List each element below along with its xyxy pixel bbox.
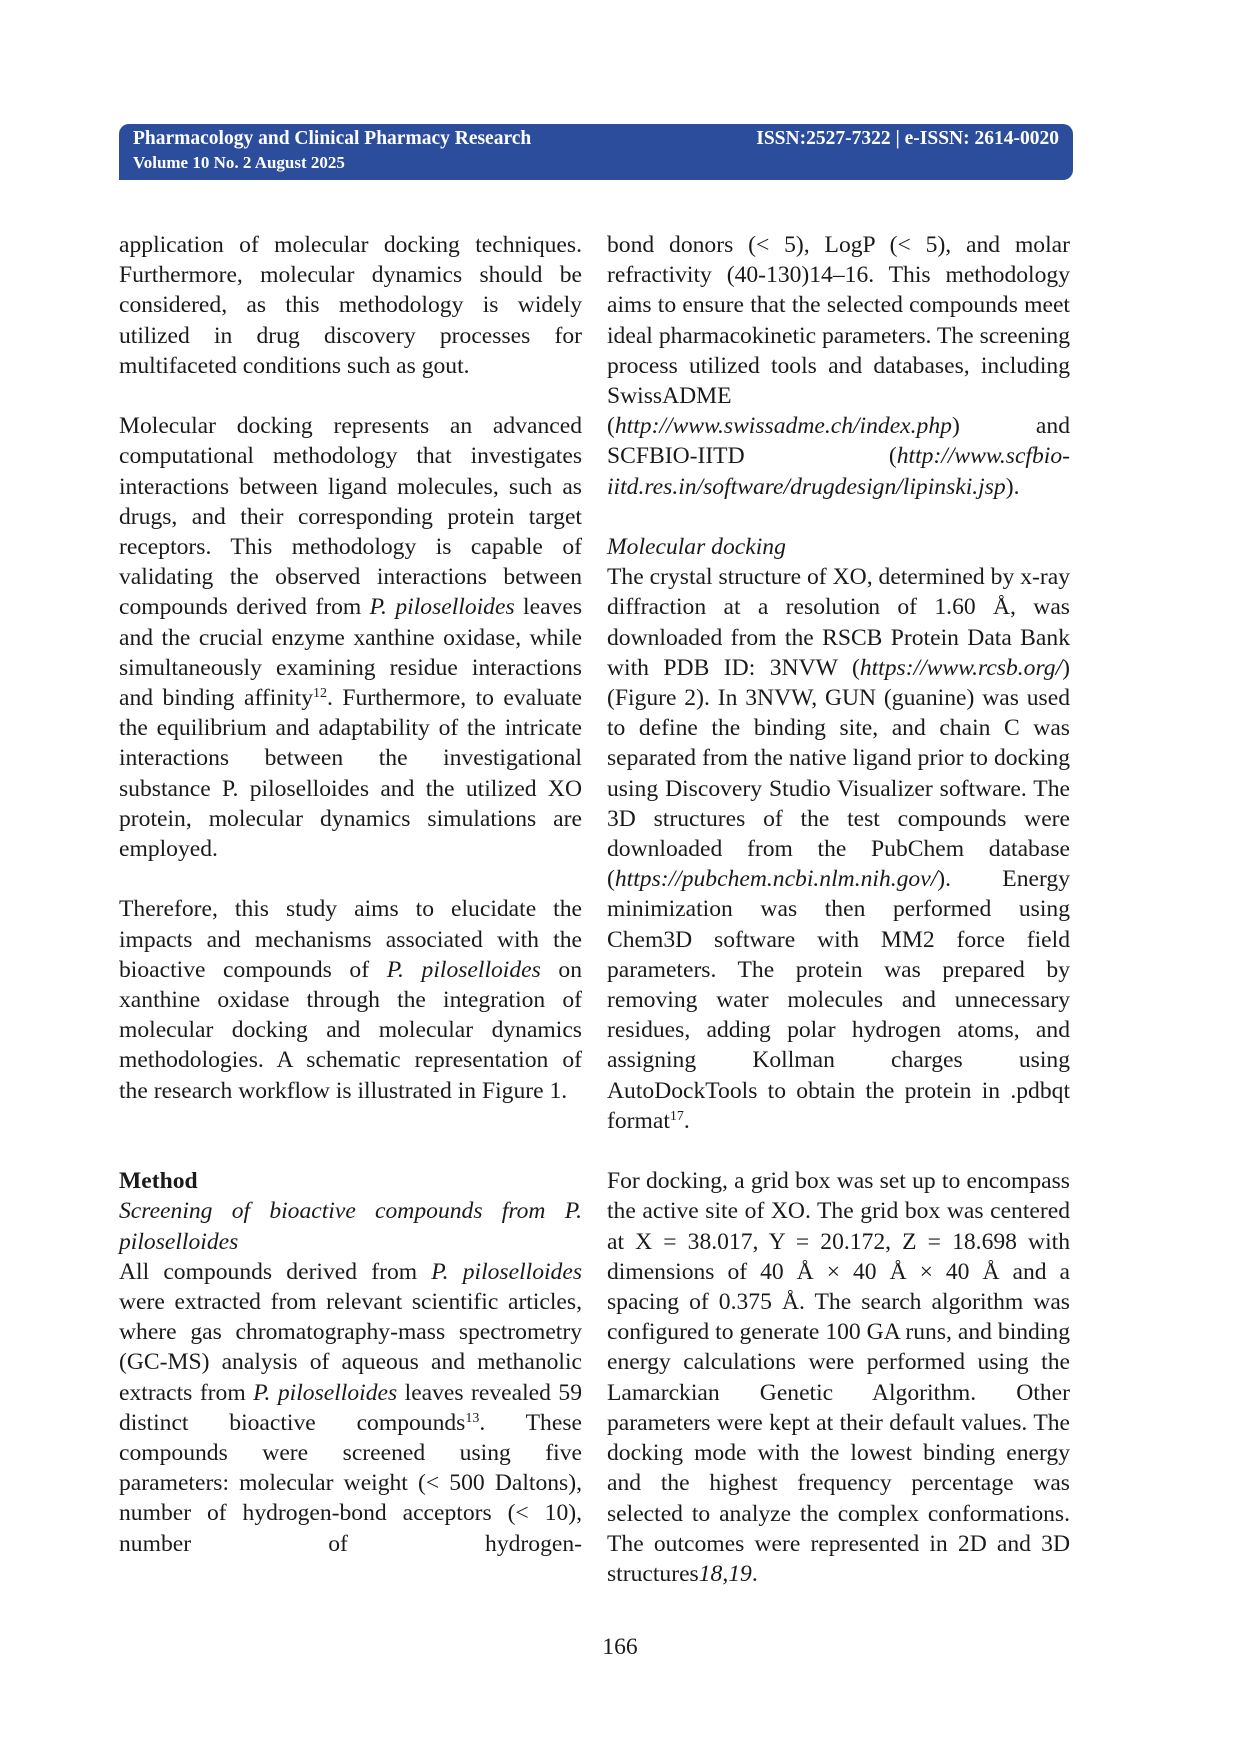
citation-ref: 17 (669, 1108, 684, 1124)
page-number: 166 (602, 1634, 638, 1660)
paragraph: For docking, a grid box was set up to encompass the active site of XO. The grid box was centered at X = 38.017, Y = 20.172, Z = 18.698 with dimensions of 40 Å × 40 Å × 40 Å and a spacing of 0.375 Å. The search algorithm was configured to generate 100 GA runs, and binding energy calculations were performed using the Lamarckian Genetic Algorithm. Other parameters were kept at their default values. The docking mode with the lowest binding energy and the highest frequency percentage was selected to analyze the complex conformations. The outcomes were represented in 2D and 3D structures18,19. (607, 1168, 1070, 1587)
url-link[interactable]: https://www.rcsb.org/ (859, 654, 1063, 681)
journal-issn: ISSN:2527-7322 | e-ISSN: 2614-0020 (756, 128, 1059, 149)
url-link[interactable]: http://www.swissadme.ch/index.php (614, 413, 952, 440)
paragraph: bond donors (< 5), LogP (< 5), and molar refractivity (40-130)14–16. This methodology aims to ensure that the selected compounds meet ideal pharmacokinetic parameters. The screening process utilized tools and databases, including SwissADME (http://www.swissadme.ch/index.php) and SCFBIO-IITD (http://www.scfbio-iitd.res.in/software/drugdesign/lipinski.jsp). (607, 232, 1070, 500)
left-column (119, 230, 582, 1559)
right-column (607, 230, 1070, 1589)
species-name: P. piloselloides (386, 956, 541, 983)
paragraph: The crystal structure of XO, determined by x-ray diffraction at a resolution of 1.60 Å, was downloaded from the RSCB Protein Data Bank with PDB ID: 3NVW (https://www.rcsb.org/) (Figure 2). In 3NVW, GUN (guanine) was used to define the binding site, and chain C was separated from the native ligand prior to docking using Discovery Studio Visualizer software. The 3D structures of the test compounds were downloaded from the PubChem database (https://pubchem.ncbi.nlm.nih.gov/). Energy minimization was then performed using Chem3D software with MM2 force field parameters. The protein was prepared by removing water molecules and unnecessary residues, adding polar hydrogen atoms, and assigning Kollman charges using AutoDockTools to obtain the protein in .pdbqt format$^{17}$. (607, 564, 1070, 1134)
citation-ref: 12 (313, 686, 328, 702)
url-link[interactable]: http://www.scfbio-iitd.res.in/software/drugdesign/lipinski.jsp (607, 443, 1070, 500)
section-heading: Method (119, 1168, 198, 1195)
species-name: P. piloselloides (369, 594, 515, 621)
subsection-heading: Screening of bioactive compounds from P. piloselloides (119, 1198, 582, 1255)
journal-title: Pharmacology and Clinical Pharmacy Research (133, 128, 532, 149)
citation-ref: 18,19 (698, 1560, 752, 1587)
journal-volume: Volume 10 No. 2 August 2025 (133, 153, 345, 172)
citation-ref: 13 (465, 1410, 480, 1426)
paragraph: Therefore, this study aims to elucidate the impacts and mechanisms associated with the bioactive compounds of P. piloselloides on xanthine oxidase through the integration of molecular docking and molecular dynamics methodologies. A schematic representation of the research workflow is illustrated in Figure 1. (119, 896, 583, 1104)
subsection-heading: Molecular docking (607, 534, 786, 561)
journal-header-banner (119, 124, 1073, 180)
species-name: P. piloselloides (253, 1379, 398, 1406)
paragraph: Molecular docking represents an advanced computational methodology that investigates interactions between ligand molecules, such as drugs, and their corresponding protein target receptors. This methodology is capable of validating the observed interactions between compounds derived from P. piloselloides leaves and the crucial enzyme xanthine oxidase, while simultaneously examining residue interactions and binding affinity$^{12}$. Furthermore, to evaluate the equilibrium and adaptability of the intricate interactions between the investigational substance P. piloselloides and the utilized XO protein, molecular dynamics simulations are employed. (119, 413, 583, 863)
paragraph: All compounds derived from P. piloselloides were extracted from relevant scientific articles, where gas chromatography-mass spectrometry (GC-MS) analysis of aqueous and methanolic extracts from P. piloselloides leaves revealed 59 distinct bioactive compounds$^{13}$. These compounds were screened using five parameters: molecular weight (< 500 Daltons), number of hydrogen-bond acceptors (< 10), number of hydrogen- (119, 1258, 583, 1557)
paragraph: application of molecular docking techniques. Furthermore, molecular dynamics should be considered, as this methodology is widely utilized in drug discovery processes for multifaceted conditions such as gout. (119, 232, 582, 379)
species-name: P. piloselloides (431, 1258, 583, 1285)
url-link[interactable]: https://pubchem.ncbi.nlm.nih.gov/ (614, 866, 938, 893)
